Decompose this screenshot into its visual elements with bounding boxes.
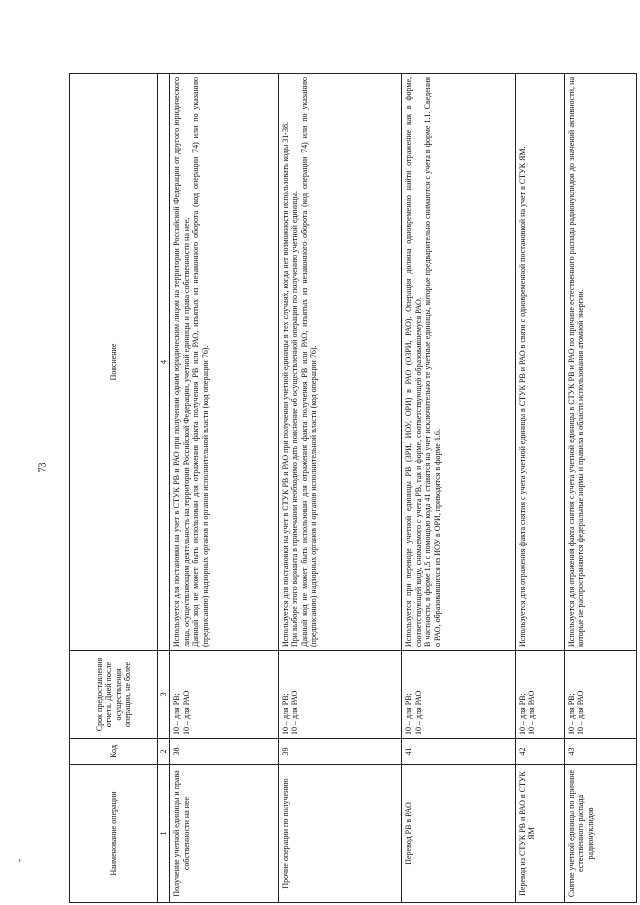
term-line: 10 – для РАО: [527, 690, 537, 735]
explanation-paragraph: Данный код не может быть использован для отражения факта получения РВ или РАО, изъятых из незаконного оборота (код операции 74) или по указанию (предписанию) надзорных органов и органов исполнительной власти (код операции 76).: [191, 77, 210, 647]
operation-code: 38: [170, 739, 278, 765]
column-number: 1: [158, 765, 170, 903]
explanation-paragraph: Используется для постановки на учет в СТУК РВ и РАО при получении одним юридическим лицом на территории Российской Федерации от другого юридического лица, осуществляющим деятельность на территории Российской Федерации, учетной единицы и права собственности на нее.: [172, 77, 191, 647]
table-row: [515, 74, 564, 903]
term-line: 10 – для РАО: [181, 690, 191, 735]
column-number-row: [158, 74, 170, 903]
operation-code: 43: [564, 739, 636, 765]
table-row: [402, 74, 515, 903]
page-number: 73: [37, 462, 49, 473]
header-name: Наименование операции: [70, 765, 158, 903]
operation-name: Перевод из СТУК РВ и РАО в СТУК ЯМ: [515, 765, 564, 903]
term-line: 10 – для РВ;: [566, 693, 576, 735]
report-term: [402, 651, 515, 739]
table-header-row: [70, 74, 158, 903]
explanation-paragraph: Используется при переводе учетной единицы РВ (ЗРИ, ИОУ, ОРИ) в РАО (ОЗРИ, РАО). Операция должна одновременно найти отражение как в форме, соответствующей виду, снимаемого с учета РВ, так и форме, соответствующей образовавшемуся РАО.: [404, 77, 423, 647]
operation-name: Получение учетной единицы и права собственности на нее: [170, 765, 278, 903]
term-line: 10 – для РВ;: [517, 693, 527, 735]
operations-table: [69, 73, 637, 903]
operation-name: Перевод РВ в РАО: [402, 765, 515, 903]
term-line: 10 – для РВ;: [404, 693, 414, 735]
column-number: 3: [158, 651, 170, 739]
operation-code: 42: [515, 739, 564, 765]
column-number: 2: [158, 739, 170, 765]
explanation-paragraph: Используется для постановки на учет в СТУК РВ и РАО при получении учетной единицы в тех случаях, когда нет возможности использовать коды 31-38.: [280, 122, 290, 647]
table-row: [278, 74, 402, 903]
operations-table-container: [69, 73, 637, 903]
operation-explanation: [402, 74, 515, 651]
operation-explanation: [170, 74, 278, 651]
explanation-paragraph: Используется для отражения факта снятия с учета учетной единицы в СТУК РВ и РАО по причине естественного распада радионуклидов до значений активности, на которые не распространяются федеральные нормы и правила в области использования атомной энергии.: [566, 77, 586, 647]
header-code: Код: [70, 739, 158, 765]
header-term: Срок предоставления отчета. Дней после осуществления операции, не более: [70, 651, 158, 739]
operation-explanation: [278, 74, 402, 651]
explanation-paragraph: Данный код не может быть использован для отражения факта получения РВ или РАО, изъятых из незаконного оборота (код операции 74) или по указанию (предписанию) надзорных органов и органов исполнительной власти (код операции 76).: [299, 77, 318, 647]
operation-explanation: [515, 74, 564, 651]
report-term: [170, 651, 278, 739]
report-term: [515, 651, 564, 739]
table-row: [170, 74, 278, 903]
header-explanation: Пояснение: [70, 74, 158, 651]
operation-code: 39: [278, 739, 402, 765]
operation-explanation: [564, 74, 636, 651]
operation-code: 41: [402, 739, 515, 765]
report-term: [564, 651, 636, 739]
operation-name: Прочие операции по получению: [278, 765, 402, 903]
term-line: 10 – для РАО: [576, 690, 586, 735]
page-mark: ›: [18, 855, 21, 865]
term-line: 10 – для РВ;: [172, 693, 182, 735]
explanation-paragraph: Используется для отражения факта снятия с учета учетной единицы в СТУК РВ и РАО в связи с одновременной постановкой на учет в СТУК ЯМ.: [517, 146, 527, 647]
operation-name: Снятие учетной единицы по причине естественного распада радионуклидов: [564, 765, 636, 903]
term-line: 10 – для РВ;: [280, 693, 290, 735]
explanation-paragraph: В частности, в форме 1.5 с помощью кода 41 ставятся на учет исключительно те учетные единицы, которые предварительно снимаются с учета в форме 1.1. Сведения о РАО, образовавшихся из ИОУ в ОРИ, приводятся в форме 1.6.: [423, 77, 442, 647]
term-line: 10 – для РАО: [290, 690, 300, 735]
term-line: 10 – для РАО: [413, 690, 423, 735]
column-number: 4: [158, 74, 170, 651]
explanation-paragraph: При выборе этого варианта в примечании необходимо дать пояснение об осуществленной операции по получению учетной единицы.: [290, 191, 300, 647]
report-term: [278, 651, 402, 739]
table-row: [564, 74, 636, 903]
